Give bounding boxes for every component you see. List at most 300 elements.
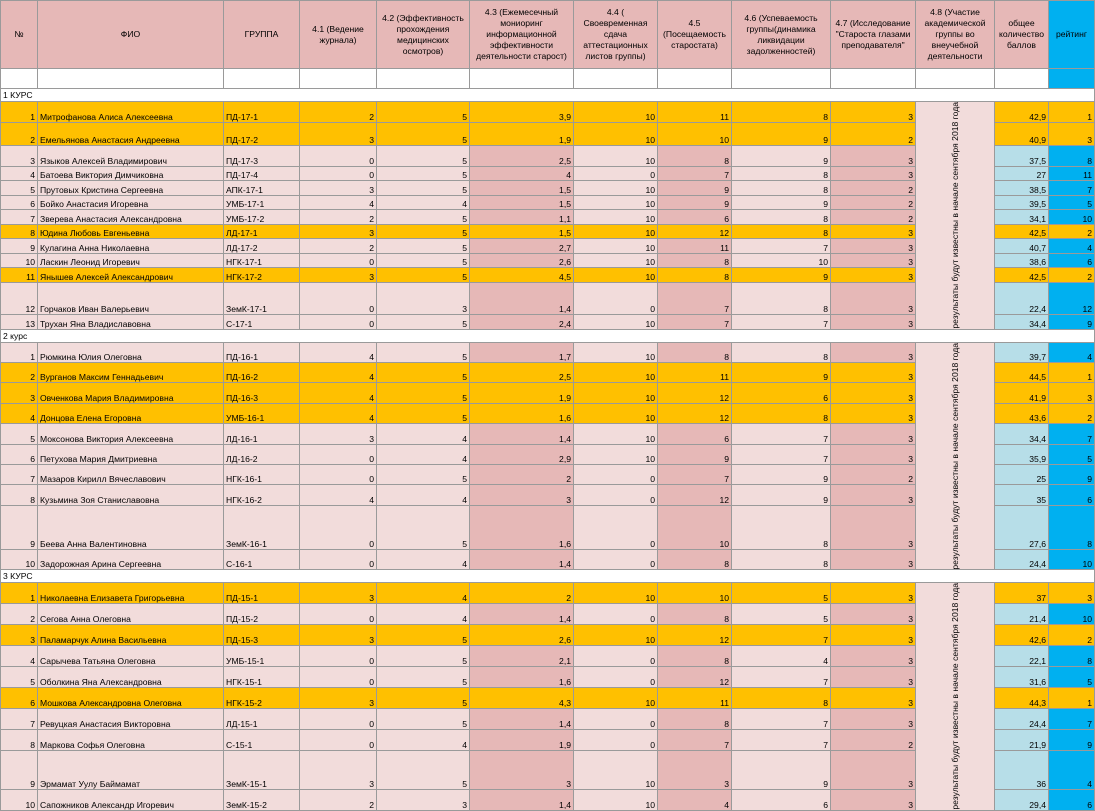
cell-4-4: 10 — [574, 210, 658, 225]
cell-4-5: 12 — [658, 485, 732, 505]
cell-4-3: 2,5 — [470, 363, 574, 383]
cell-4-4: 10 — [574, 315, 658, 330]
cell-group: УМБ-15-1 — [224, 646, 300, 667]
cell-group: ЛД-16-2 — [224, 444, 300, 464]
cell-total: 35 — [995, 485, 1049, 505]
header-4-2: 4.2 (Эффективность прохождения медицинских осмотров) — [377, 1, 470, 69]
cell-total: 37 — [995, 583, 1049, 604]
cell-name: Горчаков Иван Валерьевич — [38, 282, 224, 314]
cell-4-1: 4 — [300, 403, 377, 423]
cell-4-5: 8 — [658, 145, 732, 166]
cell-4-7: 3 — [831, 444, 916, 464]
cell-name: Сарычева Татьяна Олеговна — [38, 646, 224, 667]
cell-name: Маркова Софья Олеговна — [38, 730, 224, 751]
cell-num: 5 — [1, 181, 38, 196]
cell-4-5: 8 — [658, 253, 732, 268]
cell-4-6: 7 — [732, 730, 831, 751]
cell-group: ПД-15-1 — [224, 583, 300, 604]
cell-4-3: 4 — [470, 166, 574, 181]
cell-4-4: 10 — [574, 102, 658, 123]
cell-total: 34,4 — [995, 424, 1049, 444]
cell-4-5: 7 — [658, 465, 732, 485]
cell-4-2: 4 — [377, 549, 470, 569]
cell-4-3: 1,5 — [470, 195, 574, 210]
cell-total: 38,5 — [995, 181, 1049, 196]
cell-group: АПК-17-1 — [224, 181, 300, 196]
cell-4-1: 3 — [300, 751, 377, 790]
cell-total: 22,1 — [995, 646, 1049, 667]
cell-4-6: 8 — [732, 166, 831, 181]
cell-group: НГК-15-1 — [224, 667, 300, 688]
cell-name: Задорожная Арина Сергеевна — [38, 549, 224, 569]
cell-num: 13 — [1, 315, 38, 330]
cell-name: Батоева Виктория Димчиковна — [38, 166, 224, 181]
cell-total: 40,9 — [995, 123, 1049, 145]
results-note — [916, 342, 995, 570]
cell-num: 10 — [1, 253, 38, 268]
cell-group: НГК-15-2 — [224, 688, 300, 709]
cell-name: Юдина Любовь Евгеньевна — [38, 224, 224, 239]
cell-4-3: 4,3 — [470, 688, 574, 709]
cell-4-2: 5 — [377, 646, 470, 667]
cell-name: Паламарчук Алина Васильевна — [38, 625, 224, 646]
cell-num: 4 — [1, 646, 38, 667]
cell-total: 39,5 — [995, 195, 1049, 210]
cell-4-4: 10 — [574, 253, 658, 268]
cell-4-5: 7 — [658, 282, 732, 314]
cell-4-1: 2 — [300, 102, 377, 123]
cell-4-5: 8 — [658, 604, 732, 625]
cell-4-2: 4 — [377, 424, 470, 444]
cell-total: 27 — [995, 166, 1049, 181]
cell-4-5: 10 — [658, 583, 732, 604]
cell-4-2: 5 — [377, 625, 470, 646]
cell-4-2: 4 — [377, 195, 470, 210]
cell-4-1: 3 — [300, 625, 377, 646]
cell-group: ПД-15-2 — [224, 604, 300, 625]
cell-4-1: 4 — [300, 363, 377, 383]
cell-4-6: 9 — [732, 485, 831, 505]
cell-4-6: 8 — [732, 224, 831, 239]
cell-4-4: 10 — [574, 224, 658, 239]
cell-total: 31,6 — [995, 667, 1049, 688]
cell-4-3: 2 — [470, 583, 574, 604]
cell-4-3: 2,4 — [470, 315, 574, 330]
cell-name: Рюмкина Юлия Олеговна — [38, 342, 224, 362]
cell-num: 4 — [1, 403, 38, 423]
cell-4-6: 5 — [732, 583, 831, 604]
cell-4-4: 10 — [574, 625, 658, 646]
cell-4-4: 0 — [574, 485, 658, 505]
cell-rating: 10 — [1049, 210, 1095, 225]
cell-4-4: 10 — [574, 363, 658, 383]
cell-rating: 2 — [1049, 224, 1095, 239]
cell-4-2: 5 — [377, 166, 470, 181]
cell-name: Вурганов Максим Геннадьевич — [38, 363, 224, 383]
cell-4-7: 3 — [831, 583, 916, 604]
cell-4-1: 0 — [300, 604, 377, 625]
cell-4-3: 1,4 — [470, 604, 574, 625]
cell-4-7: 3 — [831, 342, 916, 362]
cell-4-1: 0 — [300, 730, 377, 751]
cell-4-1: 0 — [300, 549, 377, 569]
cell-4-5: 11 — [658, 363, 732, 383]
cell-name: Емельянова Анастасия Андреевна — [38, 123, 224, 145]
cell-group: ПД-17-1 — [224, 102, 300, 123]
cell-4-4: 0 — [574, 730, 658, 751]
cell-4-2: 5 — [377, 465, 470, 485]
cell-4-6: 9 — [732, 363, 831, 383]
results-note — [916, 583, 995, 811]
cell-4-1: 4 — [300, 342, 377, 362]
cell-4-2: 5 — [377, 181, 470, 196]
header-4-1: 4.1 (Ведение журнала) — [300, 1, 377, 69]
cell-num: 2 — [1, 604, 38, 625]
cell-4-4: 10 — [574, 239, 658, 254]
cell-4-2: 5 — [377, 210, 470, 225]
cell-name: Кулагина Анна Николаевна — [38, 239, 224, 254]
cell-4-3: 2,1 — [470, 646, 574, 667]
cell-rating: 1 — [1049, 102, 1095, 123]
cell-4-5: 8 — [658, 549, 732, 569]
cell-4-3: 1,5 — [470, 181, 574, 196]
cell-4-7: 2 — [831, 181, 916, 196]
cell-4-3: 1,9 — [470, 730, 574, 751]
cell-4-6: 6 — [732, 383, 831, 403]
cell-4-1: 2 — [300, 789, 377, 810]
cell-4-6: 6 — [732, 789, 831, 810]
cell-4-6: 8 — [732, 102, 831, 123]
cell-name: Донцова Елена Егоровна — [38, 403, 224, 423]
section-row — [1, 570, 1095, 583]
cell-num: 6 — [1, 444, 38, 464]
header-4-5: 4.5 (Посещаемость старостата) — [658, 1, 732, 69]
cell-group: ПД-17-3 — [224, 145, 300, 166]
cell-rating: 6 — [1049, 789, 1095, 810]
cell-num: 10 — [1, 789, 38, 810]
header-row — [1, 1, 1095, 69]
cell-4-7: 3 — [831, 789, 916, 810]
cell-4-6: 9 — [732, 465, 831, 485]
cell-group: ЛД-17-2 — [224, 239, 300, 254]
cell-4-3: 4,5 — [470, 268, 574, 283]
cell-4-3: 1,4 — [470, 282, 574, 314]
cell-4-7: 3 — [831, 363, 916, 383]
cell-total: 44,5 — [995, 363, 1049, 383]
cell-4-1: 3 — [300, 224, 377, 239]
cell-4-6: 8 — [732, 282, 831, 314]
cell-total: 35,9 — [995, 444, 1049, 464]
cell-4-2: 5 — [377, 709, 470, 730]
cell-4-7: 2 — [831, 465, 916, 485]
cell-rating: 1 — [1049, 688, 1095, 709]
cell-name: Кузьмина Зоя Станиславовна — [38, 485, 224, 505]
cell-num: 5 — [1, 667, 38, 688]
cell-4-6: 7 — [732, 667, 831, 688]
cell-group: УМБ-17-1 — [224, 195, 300, 210]
cell-4-6: 8 — [732, 181, 831, 196]
cell-rating: 7 — [1049, 181, 1095, 196]
cell-num: 6 — [1, 195, 38, 210]
cell-4-6: 8 — [732, 505, 831, 549]
cell-name: Языков Алексей Владимирович — [38, 145, 224, 166]
cell-4-4: 10 — [574, 688, 658, 709]
cell-num: 9 — [1, 239, 38, 254]
cell-4-2: 5 — [377, 403, 470, 423]
cell-4-6: 8 — [732, 342, 831, 362]
cell-4-1: 3 — [300, 583, 377, 604]
cell-4-3: 3 — [470, 485, 574, 505]
table-row — [1, 102, 1095, 123]
cell-4-1: 3 — [300, 268, 377, 283]
cell-4-2: 5 — [377, 363, 470, 383]
cell-group: НГК-16-1 — [224, 465, 300, 485]
table-row — [1, 583, 1095, 604]
cell-rating: 9 — [1049, 730, 1095, 751]
cell-4-5: 9 — [658, 444, 732, 464]
cell-total: 34,4 — [995, 315, 1049, 330]
cell-4-6: 4 — [732, 646, 831, 667]
cell-4-3: 1,9 — [470, 123, 574, 145]
cell-total: 22,4 — [995, 282, 1049, 314]
cell-4-7: 3 — [831, 383, 916, 403]
cell-4-6: 8 — [732, 210, 831, 225]
cell-num: 4 — [1, 166, 38, 181]
cell-rating: 4 — [1049, 342, 1095, 362]
cell-4-3: 3,9 — [470, 102, 574, 123]
cell-4-4: 10 — [574, 145, 658, 166]
cell-num: 7 — [1, 709, 38, 730]
cell-4-7: 3 — [831, 549, 916, 569]
cell-4-2: 4 — [377, 485, 470, 505]
cell-rating: 12 — [1049, 282, 1095, 314]
cell-4-7: 3 — [831, 625, 916, 646]
cell-4-1: 3 — [300, 181, 377, 196]
cell-4-7: 3 — [831, 315, 916, 330]
cell-name: Моксонова Виктория Алексеевна — [38, 424, 224, 444]
cell-4-3: 2,7 — [470, 239, 574, 254]
cell-4-6: 9 — [732, 268, 831, 283]
cell-4-7: 3 — [831, 102, 916, 123]
cell-4-1: 2 — [300, 210, 377, 225]
cell-4-5: 6 — [658, 210, 732, 225]
cell-4-2: 4 — [377, 604, 470, 625]
cell-num: 1 — [1, 342, 38, 362]
cell-4-1: 0 — [300, 709, 377, 730]
cell-4-7: 3 — [831, 224, 916, 239]
cell-total: 38,6 — [995, 253, 1049, 268]
cell-4-7: 3 — [831, 145, 916, 166]
cell-4-6: 10 — [732, 253, 831, 268]
cell-rating: 1 — [1049, 363, 1095, 383]
cell-total: 44,3 — [995, 688, 1049, 709]
cell-4-5: 6 — [658, 424, 732, 444]
cell-total: 42,6 — [995, 625, 1049, 646]
cell-4-2: 5 — [377, 268, 470, 283]
cell-4-7: 3 — [831, 239, 916, 254]
cell-name: Мазаров Кирилл Вячеславович — [38, 465, 224, 485]
cell-name: Сапожников Александр Игоревич — [38, 789, 224, 810]
cell-name: Николаевна Елизавета Григорьевна — [38, 583, 224, 604]
cell-4-7: 3 — [831, 667, 916, 688]
cell-group: НГК-17-2 — [224, 268, 300, 283]
cell-4-5: 3 — [658, 751, 732, 790]
cell-name: Трухан Яна Владиславовна — [38, 315, 224, 330]
cell-rating: 2 — [1049, 268, 1095, 283]
cell-total: 42,5 — [995, 268, 1049, 283]
cell-4-3: 2,6 — [470, 625, 574, 646]
cell-group: ЛД-15-1 — [224, 709, 300, 730]
header-rating: рейтинг — [1049, 1, 1095, 69]
cell-name: Зверева Анастасия Александровна — [38, 210, 224, 225]
cell-group: НГК-16-2 — [224, 485, 300, 505]
cell-num: 7 — [1, 465, 38, 485]
cell-group: ПД-16-2 — [224, 363, 300, 383]
cell-4-5: 7 — [658, 315, 732, 330]
cell-total: 27,6 — [995, 505, 1049, 549]
cell-4-7: 2 — [831, 195, 916, 210]
cell-4-2: 5 — [377, 383, 470, 403]
cell-4-3: 1,4 — [470, 789, 574, 810]
cell-4-1: 4 — [300, 383, 377, 403]
cell-4-4: 10 — [574, 444, 658, 464]
cell-num: 7 — [1, 210, 38, 225]
header-4-4: 4.4 ( Своевременная сдача аттестационных листов группы) — [574, 1, 658, 69]
cell-4-4: 0 — [574, 282, 658, 314]
cell-4-1: 2 — [300, 239, 377, 254]
cell-group: ЗемК-17-1 — [224, 282, 300, 314]
cell-4-3: 1,4 — [470, 424, 574, 444]
cell-group: ЛД-17-1 — [224, 224, 300, 239]
cell-4-6: 8 — [732, 549, 831, 569]
header-4-6: 4.6 (Успеваемость группы(динамика ликвидации задолженностей) — [732, 1, 831, 69]
cell-4-1: 0 — [300, 505, 377, 549]
cell-4-7: 3 — [831, 709, 916, 730]
cell-num: 3 — [1, 145, 38, 166]
cell-rating: 4 — [1049, 751, 1095, 790]
results-note-text: результаты будут известны в начале сентября 2018 года — [949, 102, 960, 329]
cell-4-1: 4 — [300, 195, 377, 210]
cell-total: 37,5 — [995, 145, 1049, 166]
cell-4-2: 5 — [377, 315, 470, 330]
cell-rating: 2 — [1049, 403, 1095, 423]
header-4-3: 4.3 (Ежемесечный мониоринг информационной эффективности деятельности старост) — [470, 1, 574, 69]
cell-num: 12 — [1, 282, 38, 314]
cell-total: 36 — [995, 751, 1049, 790]
cell-4-5: 7 — [658, 730, 732, 751]
cell-rating: 9 — [1049, 465, 1095, 485]
cell-4-2: 4 — [377, 444, 470, 464]
cell-4-7: 3 — [831, 253, 916, 268]
cell-4-2: 4 — [377, 583, 470, 604]
header-4-7: 4.7 (Исследование "Староста глазами преподавателя" — [831, 1, 916, 69]
cell-4-4: 10 — [574, 268, 658, 283]
cell-4-4: 10 — [574, 583, 658, 604]
cell-4-3: 1,4 — [470, 549, 574, 569]
cell-rating: 5 — [1049, 444, 1095, 464]
cell-group: ЗемК-16-1 — [224, 505, 300, 549]
cell-4-4: 10 — [574, 123, 658, 145]
cell-4-7: 3 — [831, 604, 916, 625]
cell-num: 2 — [1, 363, 38, 383]
cell-4-6: 7 — [732, 315, 831, 330]
header-total: общее количество баллов — [995, 1, 1049, 69]
cell-4-5: 12 — [658, 224, 732, 239]
cell-name: Эрмамат Уулу Баймамат — [38, 751, 224, 790]
cell-group: С-15-1 — [224, 730, 300, 751]
cell-4-4: 0 — [574, 646, 658, 667]
cell-4-1: 0 — [300, 444, 377, 464]
cell-4-5: 7 — [658, 166, 732, 181]
cell-4-1: 3 — [300, 123, 377, 145]
cell-num: 3 — [1, 383, 38, 403]
cell-rating: 7 — [1049, 709, 1095, 730]
cell-4-5: 8 — [658, 342, 732, 362]
cell-num: 8 — [1, 224, 38, 239]
cell-4-4: 10 — [574, 383, 658, 403]
cell-4-5: 9 — [658, 181, 732, 196]
cell-4-1: 0 — [300, 282, 377, 314]
cell-4-6: 7 — [732, 239, 831, 254]
cell-4-6: 5 — [732, 604, 831, 625]
cell-4-3: 1,7 — [470, 342, 574, 362]
cell-4-5: 11 — [658, 102, 732, 123]
cell-4-6: 9 — [732, 751, 831, 790]
cell-name: Овченкова Мария Владимировна — [38, 383, 224, 403]
cell-4-3: 1,5 — [470, 224, 574, 239]
cell-rating: 10 — [1049, 549, 1095, 569]
cell-name: Сегова Анна Олеговна — [38, 604, 224, 625]
cell-4-5: 8 — [658, 709, 732, 730]
section-title: 1 КУРС — [1, 89, 1095, 102]
cell-4-7: 3 — [831, 751, 916, 790]
cell-4-3: 1,6 — [470, 505, 574, 549]
cell-4-7: 3 — [831, 424, 916, 444]
cell-4-3: 3 — [470, 751, 574, 790]
cell-4-2: 4 — [377, 730, 470, 751]
cell-name: Мошкова Александровна Олеговна — [38, 688, 224, 709]
cell-group: ПД-17-4 — [224, 166, 300, 181]
cell-rating: 5 — [1049, 667, 1095, 688]
cell-total: 42,5 — [995, 224, 1049, 239]
cell-num: 10 — [1, 549, 38, 569]
cell-4-1: 0 — [300, 465, 377, 485]
cell-4-6: 7 — [732, 625, 831, 646]
cell-group: ЗемК-15-2 — [224, 789, 300, 810]
header-name: ФИО — [38, 1, 224, 69]
cell-rating: 8 — [1049, 646, 1095, 667]
cell-name: Ревуцкая Анастасия Викторовна — [38, 709, 224, 730]
cell-4-6: 9 — [732, 195, 831, 210]
section-row — [1, 89, 1095, 102]
cell-4-3: 1,9 — [470, 383, 574, 403]
cell-4-3: 2 — [470, 465, 574, 485]
cell-name: Оболкина Яна Александровна — [38, 667, 224, 688]
cell-group: ПД-16-1 — [224, 342, 300, 362]
cell-rating: 3 — [1049, 583, 1095, 604]
cell-name: Ласкин Леонид Игоревич — [38, 253, 224, 268]
cell-4-2: 5 — [377, 505, 470, 549]
cell-rating: 6 — [1049, 253, 1095, 268]
section-title: 2 курс — [1, 329, 1095, 342]
cell-4-5: 4 — [658, 789, 732, 810]
cell-4-6: 7 — [732, 444, 831, 464]
cell-total: 41,9 — [995, 383, 1049, 403]
cell-4-1: 3 — [300, 424, 377, 444]
cell-4-4: 0 — [574, 549, 658, 569]
cell-4-6: 7 — [732, 424, 831, 444]
cell-4-2: 5 — [377, 688, 470, 709]
